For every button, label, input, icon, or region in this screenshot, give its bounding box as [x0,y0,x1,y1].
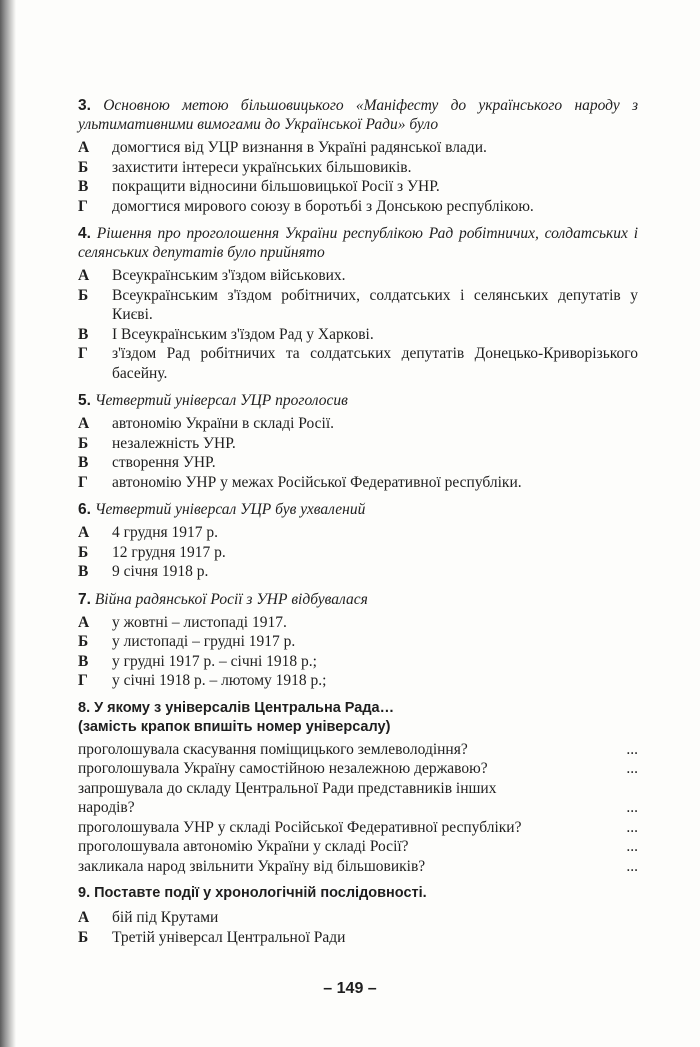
option-letter: В [78,325,89,343]
question-3-title [78,96,638,134]
option-text: з'їздом Рад робітничих та солдатських депутатів Донецько-Криворізького басейну. [112,345,638,382]
option-letter: Б [78,633,89,650]
answer-option[interactable] [78,562,638,582]
question-text: Війна радянської Росії з УНР відбувалася [94,590,368,608]
question-5-title [78,391,638,410]
option-letter: В [78,563,89,580]
question-7 [78,590,638,691]
answer-option[interactable] [78,613,638,633]
option-text: у жовтні – листопаді 1917. [112,613,287,631]
answer-option[interactable] [78,325,638,345]
option-text: І Всеукраїнським з'їздом Рад у Харкові. [112,325,374,343]
match-row [78,779,638,818]
match-row [78,818,638,838]
match-row-text: проголошувала Україну самостійною незалежною державою? [78,760,488,777]
option-letter: А [78,909,90,926]
option-letter: А [78,613,90,631]
answer-option[interactable] [78,928,638,948]
match-row [78,759,638,779]
option-letter: Г [78,345,88,362]
answer-option[interactable] [78,138,638,158]
answer-option[interactable] [78,523,638,543]
question-text: Основною метою більшовицького «Маніфесту до українського народу з ультимативними вимогами до Української Ради» було [78,97,639,133]
answer-blank[interactable]: ... [626,799,638,816]
answer-blank[interactable]: ... [626,857,638,875]
option-text: покращити відносини більшовицької Росії з УНР. [112,178,440,195]
answer-option[interactable] [78,344,638,383]
option-text: у січні 1918 р. – лютому 1918 р.; [112,672,327,689]
question-9 [78,884,638,947]
binding-edge-shadow [0,0,16,1047]
answer-option[interactable] [78,632,638,652]
match-row-text: закликала народ звільнити Україну від більшовиків? [78,857,426,875]
match-row-text: проголошувала УНР у складі Російської Федеративної республіки? [78,818,522,836]
question-6-title [78,500,638,519]
answer-option[interactable] [78,453,638,473]
option-letter: Г [78,473,88,491]
question-number: 5. [78,392,91,409]
question-number: 6. [78,501,91,518]
question-7-title [78,590,638,609]
question-9-title: 9. Поставте події у хронологічній послідовності. [78,885,427,901]
option-text: створення УНР. [112,454,216,471]
question-5 [78,391,638,492]
option-letter: Г [78,672,88,689]
answer-option[interactable] [78,286,638,325]
question-number: 3. [78,97,91,114]
option-letter: В [78,178,89,195]
match-row [78,837,638,857]
answer-blank[interactable]: ... [626,740,638,758]
option-text: автономію України в складі Росії. [112,415,335,432]
option-letter: Б [78,928,89,946]
option-letter: Б [78,543,89,561]
option-text: Третій універсал Центральної Ради [112,928,346,946]
option-text: захистити інтереси українських більшовиків. [112,158,412,176]
answer-option[interactable] [78,266,638,286]
option-letter: В [78,454,89,471]
option-letter: Б [78,286,89,304]
option-text: незалежність УНР. [112,434,236,452]
question-text: Четвертий універсал УЦР був ухвалений [94,501,366,518]
option-letter: А [78,267,90,284]
option-text: 12 грудня 1917 р. [112,543,226,561]
page-content [78,96,638,947]
answer-option[interactable] [78,434,638,454]
option-letter: А [78,139,90,156]
option-text: 4 грудня 1917 р. [112,524,218,541]
match-row-text: проголошувала автономію України у складі Росії? [78,838,409,855]
answer-blank[interactable]: ... [626,818,638,836]
match-row [78,740,638,760]
answer-option[interactable] [78,473,638,493]
match-row-text: проголошувала скасування поміщицького землеволодіння? [78,740,468,758]
match-row [78,857,638,877]
question-number: 4. [78,225,91,242]
answer-option[interactable] [78,197,638,217]
question-6 [78,500,638,582]
option-text: домогтися від УЦР визнання в Україні радянської влади. [112,139,487,156]
option-text: у листопаді – грудні 1917 р. [112,633,296,650]
answer-option[interactable] [78,543,638,563]
match-row-text: запрошувала до складу Центральної Ради представників інших народів? [78,779,497,816]
question-4-title [78,224,638,262]
question-8-instruction: (замість крапок впишіть номер універсалу) [78,718,391,735]
option-letter: Б [78,158,89,176]
answer-option[interactable] [78,908,638,928]
answer-option[interactable] [78,177,638,197]
question-8-title: 8. У якому з універсалів Центральна Рада… [78,699,395,716]
option-letter: А [78,524,90,541]
question-3 [78,96,638,216]
question-number: 7. [78,590,91,608]
answer-blank[interactable]: ... [626,838,638,855]
question-4 [78,224,638,383]
option-letter: Г [78,197,88,215]
option-letter: Б [78,434,89,452]
question-8 [78,699,638,877]
option-text: Всеукраїнським з'їздом робітничих, солдатських і селянських депутатів у Києві. [112,286,638,323]
option-text: домогтися мирового союзу в боротьбі з Донською республікою. [112,197,534,215]
answer-option[interactable] [78,158,638,178]
question-text: Четвертий універсал УЦР проголосив [94,392,348,409]
option-text: бій під Крутами [112,909,219,926]
page-number: – 149 – [323,980,377,997]
option-letter: А [78,415,90,432]
option-text: Всеукраїнським з'їздом військових. [112,267,346,284]
option-letter: В [78,652,89,670]
question-text: Рішення про проголошення України республікою Рад робітничих, солдатських і селянських депутатів було прийнято [78,225,638,261]
answer-option[interactable] [78,652,638,672]
option-text: автономію УНР у межах Російської Федеративної республіки. [112,473,522,491]
answer-option[interactable] [78,671,638,691]
option-text: у грудні 1917 р. – січні 1918 р.; [112,652,317,670]
answer-blank[interactable]: ... [626,760,638,777]
answer-option[interactable] [78,414,638,434]
option-text: 9 січня 1918 р. [112,563,209,580]
